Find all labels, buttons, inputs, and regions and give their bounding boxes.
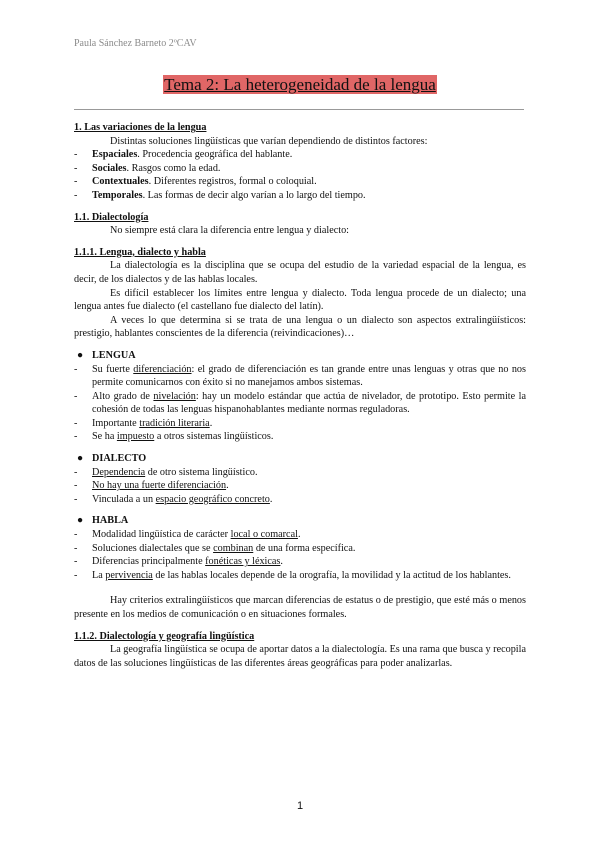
bullet-icon: ●	[77, 515, 84, 527]
list-item: - No hay una fuerte diferenciación.	[74, 480, 229, 492]
list-item: - Se ha impuesto a otros sistemas lingüísticos.	[74, 431, 274, 443]
list-item: - Soluciones dialectales que se combinan de una forma específica.	[74, 542, 356, 554]
horizontal-rule	[74, 109, 524, 110]
section-heading-1-1: 1.1. Dialectología	[74, 211, 149, 223]
bullet-icon: ●	[77, 453, 84, 465]
closing-paragraph: Hay criterios extralingüísticos que marcan diferencias de estatus o de prestigio, que esté más o menos presente en los medios de comunicación o en situaciones formales.	[74, 595, 526, 620]
document-body	[74, 121, 526, 670]
list-item: - Alto grado de nivelación: hay un modelo estándar que actúa de nivelador, de prototipo. Esto permite la cohesión de todas las lenguas hispanohablantes mediante normas reguladoras.	[74, 390, 526, 416]
section-1-1-intro: No siempre está clara la diferencia entre lengua y dialecto:	[110, 225, 350, 237]
paragraph: La geografía lingüística se ocupa de aportar datos a la dialectología. Es una rama que busca y recopila datos de las soluciones lingüísticas de las diferentes áreas geográficas para poder analizarlas.	[74, 644, 526, 669]
bullet-heading-dialecto: ● DIALECTO	[77, 453, 147, 465]
paragraph: La dialectología es la disciplina que se ocupa del estudio de la variedad espacial de la lengua, es decir, de los dialectos y de las hablas locales.	[74, 260, 526, 285]
bullet-heading-habla: ● HABLA	[77, 515, 129, 527]
paragraph: Es difícil establecer los límites entre lengua y dialecto. Toda lengua procede de un dialecto; una lengua antes fue dialecto (el castellano fue dialecto del latín).	[74, 287, 526, 313]
list-item: - Importante tradición literaria.	[74, 417, 213, 429]
list-item: - Dependencia de otro sistema lingüístico.	[74, 466, 258, 478]
bullet-heading-lengua: ● LENGUA	[77, 349, 136, 361]
page-number: 1	[296, 800, 304, 812]
list-item: - Vinculada a un espacio geográfico concreto.	[74, 493, 273, 505]
list-item: - Diferencias principalmente fonéticas y léxicas.	[74, 556, 283, 568]
title-text: Tema 2: La heterogeneidad de la lengua	[164, 75, 436, 94]
section-heading-1-1-1: 1.1.1. Lengua, dialecto y habla	[74, 246, 206, 258]
list-item: - Espaciales. Procedencia geográfica del hablante.	[74, 149, 293, 161]
bullet-icon: ●	[77, 349, 84, 361]
header-author: Paula Sánchez Barneto 2ºCAV	[74, 38, 197, 49]
paragraph: A veces lo que determina si se trata de una lengua o un dialecto son aspectos extralingüísticos: prestigio, hablantes conscientes de la diferencia (reivindicaciones)…	[74, 314, 526, 340]
section-heading-1-1-2: 1.1.2. Dialectología y geografía lingüística	[74, 630, 255, 642]
list-item: - Modalidad lingüística de carácter local o comarcal.	[74, 529, 301, 541]
page-title	[0, 75, 600, 95]
list-item: - Contextuales. Diferentes registros, formal o coloquial.	[74, 176, 317, 188]
section-1-intro: Distintas soluciones lingüísticas que varían dependiendo de distintos factores:	[110, 135, 428, 147]
section-heading-1: 1. Las variaciones de la lengua	[74, 122, 207, 133]
list-item: - Su fuerte diferenciación: el grado de diferenciación es tan grande entre unas lenguas y otras que no nos permite comunicarnos con éxito si no manejamos ambos sistemas.	[74, 363, 526, 389]
list-item: - Sociales. Rasgos como la edad.	[74, 162, 221, 174]
list-item: - Temporales. Las formas de decir algo varían a lo largo del tiempo.	[74, 189, 366, 201]
list-item: - La pervivencia de las hablas locales depende de la orografía, la movilidad y la actitud de los hablantes.	[74, 569, 511, 581]
